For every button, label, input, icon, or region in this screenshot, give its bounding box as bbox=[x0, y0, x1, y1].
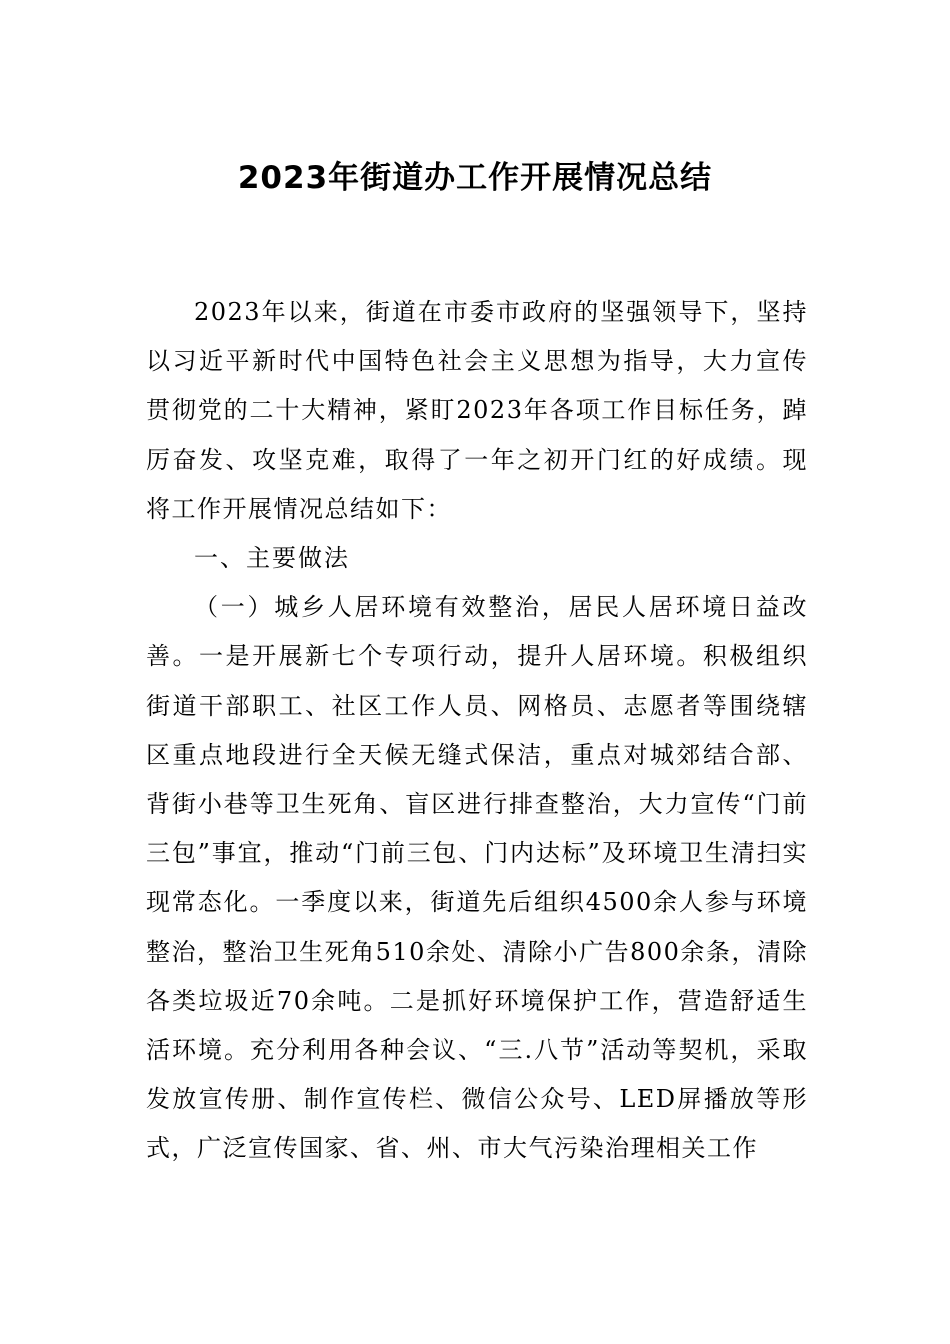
body-paragraph: （一）城乡人居环境有效整治，居民人居环境日益改善。一是开展新七个专项行动，提升人居环境。积极组织街道干部职工、社区工作人员、网格员、志愿者等围绕辖区重点地段进行全天候无缝式保洁，重点对城郊结合部、背街小巷等卫生死角、盲区进行排查整治，大力宣传“门前三包”事宜，推动“门前三包、门内达标”及环境卫生清扫实现常态化。一季度以来，街道先后组织4500余人参与环境整治，整治卫生死角510余处、清除小广告800余条，清除各类垃圾近70余吨。二是抓好环境保护工作，营造舒适生活环境。充分利用各种会议、“三.八节”活动等契机，采取发放宣传册、制作宣传栏、微信公众号、LED屏播放等形式，广泛宣传国家、省、州、市大气污染治理相关工作 bbox=[146, 593, 808, 1163]
document-title: 2023年街道办工作开展情况总结 bbox=[237, 160, 713, 196]
document-body bbox=[146, 288, 808, 1174]
section-heading: 一、主要做法 bbox=[194, 544, 350, 573]
intro-paragraph: 2023年以来，街道在市委市政府的坚强领导下，坚持以习近平新时代中国特色社会主义思想为指导，大力宣传贯彻党的二十大精神，紧盯2023年各项工作目标任务，踔厉奋发、攻坚克难，取得了一年之初开门红的好成绩。现将工作开展情况总结如下： bbox=[146, 298, 808, 523]
